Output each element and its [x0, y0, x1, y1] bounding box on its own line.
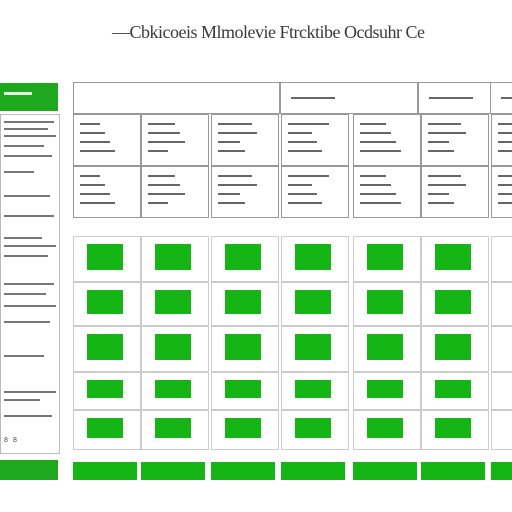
- green-slot[interactable]: [435, 244, 471, 270]
- footer-bar[interactable]: [211, 462, 275, 480]
- green-slot[interactable]: [87, 244, 123, 270]
- header-group: [490, 82, 512, 114]
- green-slot[interactable]: [155, 418, 191, 438]
- green-slot[interactable]: [295, 380, 331, 398]
- grid-cell[interactable]: [491, 236, 512, 282]
- grid-cell[interactable]: [491, 282, 512, 326]
- green-slot[interactable]: [435, 290, 471, 314]
- sidebar-header-button[interactable]: [0, 83, 58, 111]
- green-slot[interactable]: [295, 334, 331, 360]
- header-cell: [73, 114, 141, 166]
- green-slot[interactable]: [435, 380, 471, 398]
- green-slot[interactable]: [435, 418, 471, 438]
- header-cell: [211, 166, 279, 218]
- header-cell: [491, 114, 512, 166]
- footer-bar[interactable]: [353, 462, 417, 480]
- green-slot[interactable]: [87, 418, 123, 438]
- grid-cell[interactable]: [491, 410, 512, 450]
- header-cell: [353, 166, 421, 218]
- green-slot[interactable]: [295, 418, 331, 438]
- footer-bar[interactable]: [73, 462, 137, 480]
- green-slot[interactable]: [87, 334, 123, 360]
- sidebar-footer-button[interactable]: [0, 460, 58, 480]
- green-slot[interactable]: [87, 290, 123, 314]
- green-slot[interactable]: [155, 334, 191, 360]
- sidebar-tag-right: 8: [13, 437, 17, 444]
- green-slot[interactable]: [155, 290, 191, 314]
- green-slot[interactable]: [225, 244, 261, 270]
- green-slot[interactable]: [367, 380, 403, 398]
- header-cell: [73, 166, 141, 218]
- green-slot[interactable]: [225, 380, 261, 398]
- header-cell: [211, 114, 279, 166]
- green-slot[interactable]: [87, 380, 123, 398]
- green-slot[interactable]: [295, 244, 331, 270]
- footer-bar[interactable]: [421, 462, 485, 480]
- header-cell: [281, 166, 349, 218]
- green-slot[interactable]: [155, 244, 191, 270]
- green-slot[interactable]: [225, 334, 261, 360]
- green-slot[interactable]: [295, 290, 331, 314]
- green-slot[interactable]: [225, 418, 261, 438]
- header-cell: [421, 114, 489, 166]
- header-cell: [421, 166, 489, 218]
- footer-bar[interactable]: [491, 462, 512, 480]
- header-cell: [491, 166, 512, 218]
- footer-bar[interactable]: [281, 462, 345, 480]
- grid-cell[interactable]: [491, 372, 512, 410]
- green-slot[interactable]: [367, 334, 403, 360]
- schedule-grid: [73, 82, 512, 492]
- green-slot[interactable]: [367, 418, 403, 438]
- green-slot[interactable]: [367, 290, 403, 314]
- header-cell: [141, 166, 209, 218]
- grid-cell[interactable]: [491, 326, 512, 372]
- header-group: [73, 82, 280, 114]
- header-cell: [141, 114, 209, 166]
- green-slot[interactable]: [225, 290, 261, 314]
- page-title: —Cbkicoeis Mlmolevie Ftrcktibe Ocdsuhr Ce: [112, 22, 425, 42]
- sidebar-tag-left: 8: [4, 437, 8, 444]
- header-group: [418, 82, 492, 114]
- header-cell: [281, 114, 349, 166]
- footer-bar[interactable]: [141, 462, 205, 480]
- header-group: [280, 82, 418, 114]
- header-cell: [353, 114, 421, 166]
- green-slot[interactable]: [367, 244, 403, 270]
- green-slot[interactable]: [155, 380, 191, 398]
- sidebar-panel: [0, 114, 60, 454]
- green-slot[interactable]: [435, 334, 471, 360]
